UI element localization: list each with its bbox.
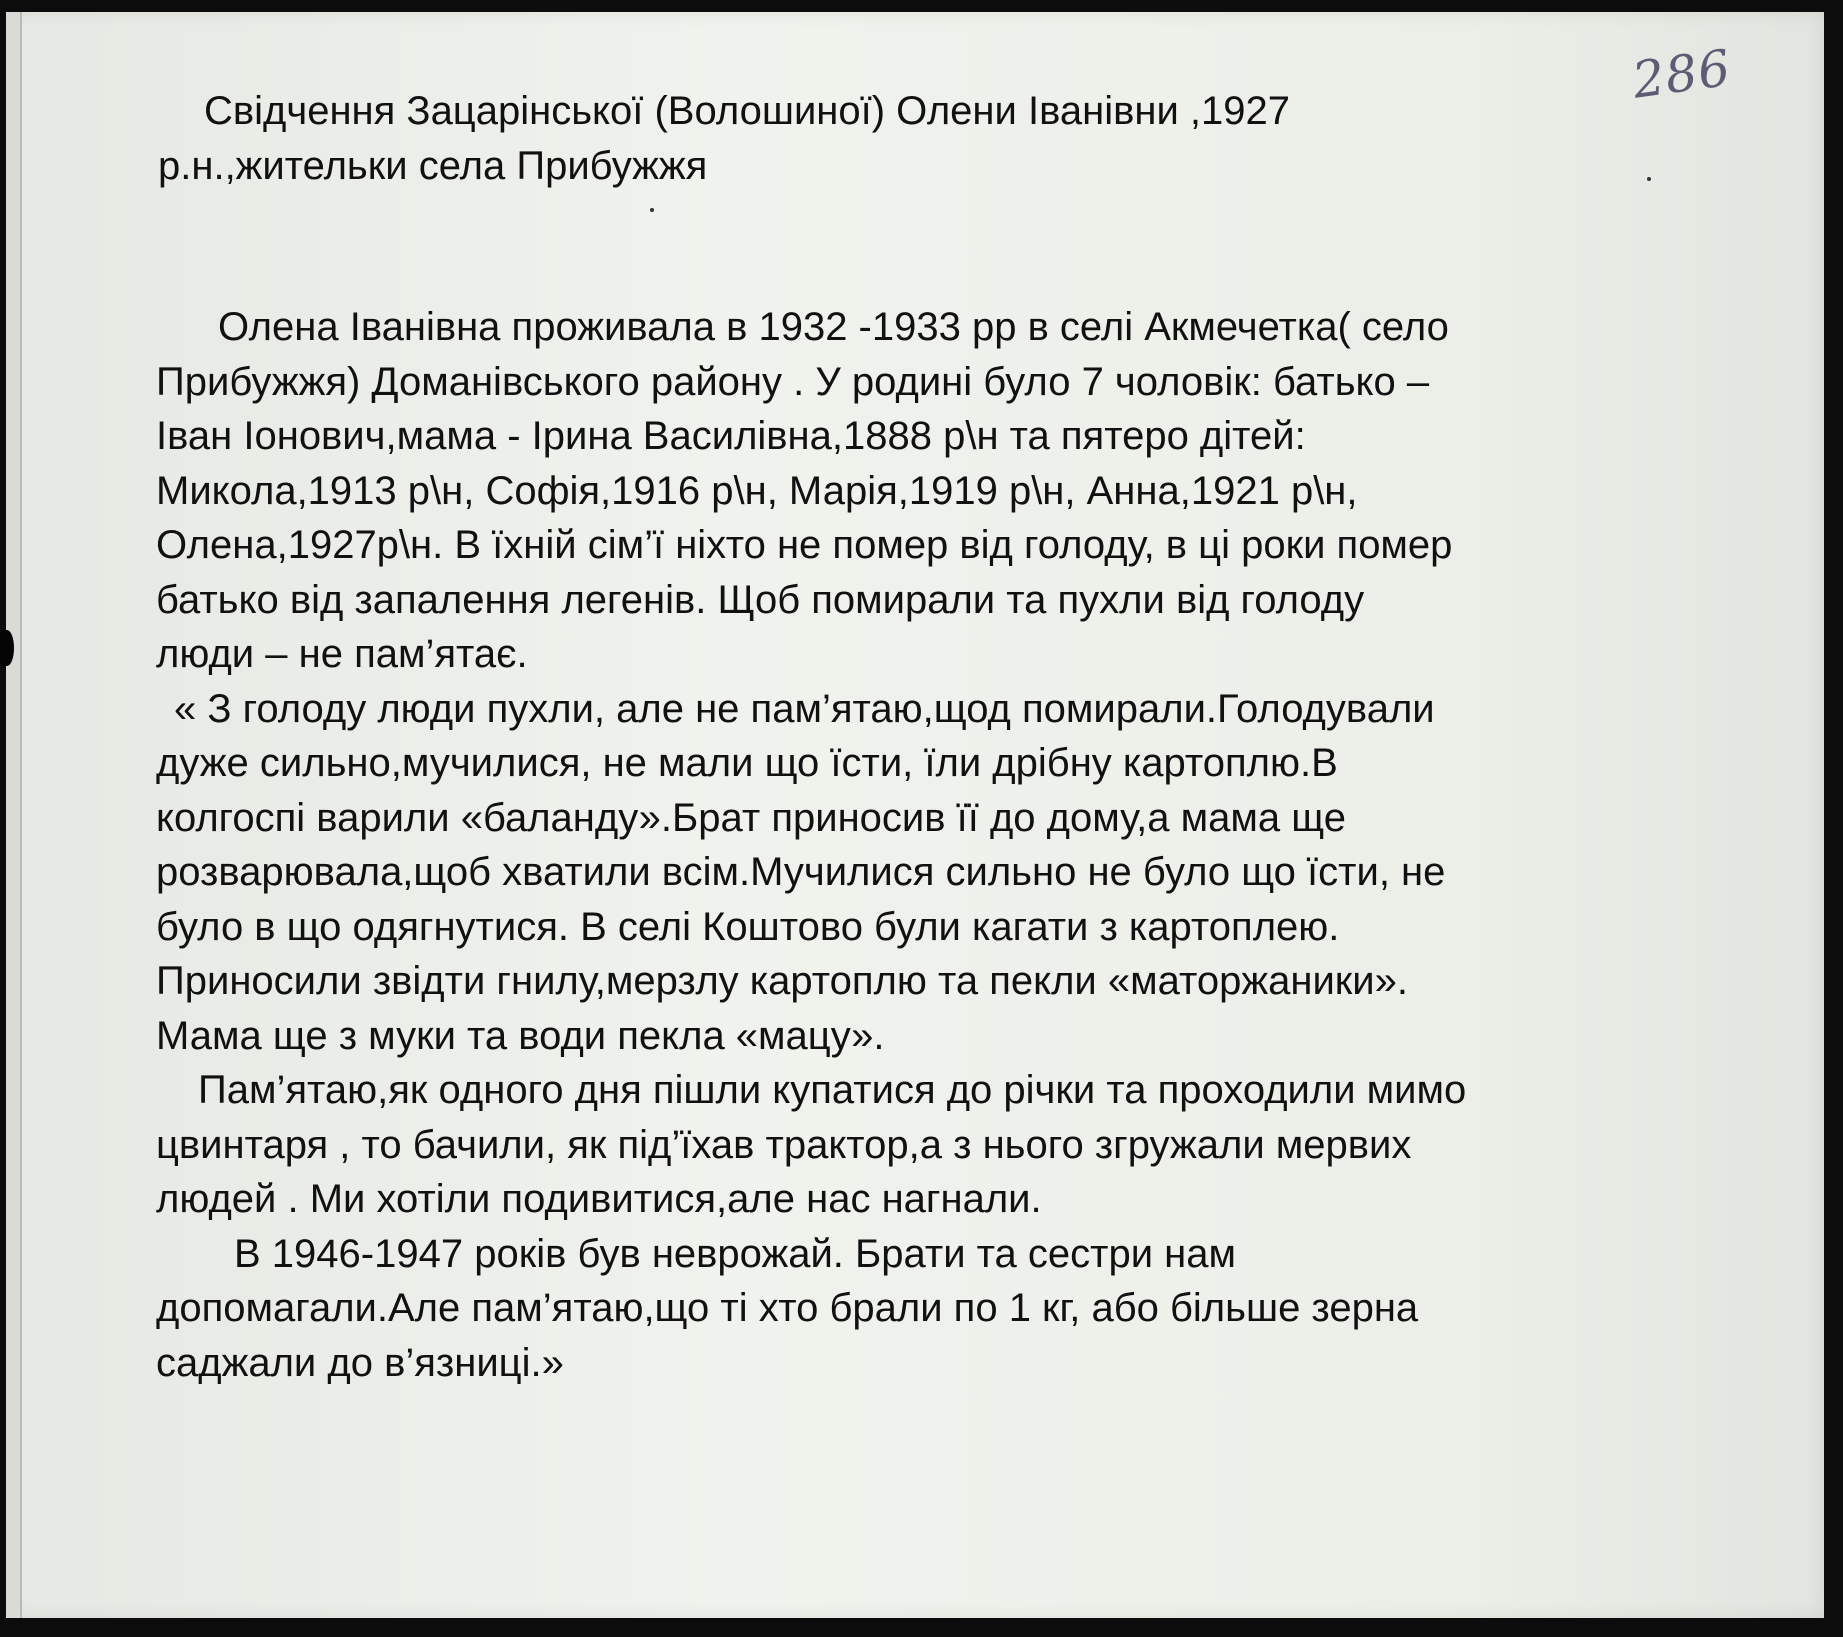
body-line: Микола,1913 р\н, Софія,1916 р\н, Марія,1919 р\н, Анна,1921 р\н, bbox=[156, 468, 1358, 513]
body-line: люди – не пам’ятає. bbox=[156, 632, 528, 676]
body-line: Олена Іванівна проживала в 1932 -1933 рр в селі Акмечетка( село bbox=[218, 305, 1449, 349]
page-edge-strip bbox=[6, 12, 22, 1618]
body-line: Олена,1927р\н. В їхній сім’ї ніхто не помер від голоду, в ці роки помер bbox=[156, 523, 1453, 567]
body-line: Іван Іонович,мама - Ірина Василівна,1888 р\н та пятеро дітей: bbox=[156, 414, 1306, 458]
document-title bbox=[160, 84, 1560, 193]
body-line: людей . Ми хотіли подивитися,але нас нагнали. bbox=[156, 1177, 1042, 1221]
title-line: Свідчення Зацарінської (Волошиної) Олени Іванівни ,1927 bbox=[204, 89, 1290, 133]
title-line: р.н.,жительки села Прибужжя bbox=[158, 143, 708, 188]
body-line: « З голоду люди пухли, але не пам’ятаю,щод помирали.Голодували bbox=[174, 686, 1435, 731]
handwritten-page-number: 286 bbox=[1628, 38, 1735, 110]
body-line: Пам’ятаю,як одного дня пішли купатися до річки та проходили мимо bbox=[198, 1068, 1467, 1112]
binding-hole-mark bbox=[0, 630, 14, 666]
body-line: було в що одягнутися. В селі Коштово були кагати з картоплею. bbox=[156, 904, 1340, 949]
speck-mark bbox=[1647, 177, 1651, 181]
body-line: дуже сильно,мучилися, не мали що їсти, їли дрібну картоплю.В bbox=[156, 741, 1338, 785]
body-line: цвинтаря , то бачили, як під’їхав трактор,а з нього згружали мервих bbox=[156, 1122, 1412, 1167]
body-line: розварювала,щоб хватили всім.Мучилися сильно не було що їсти, не bbox=[156, 850, 1446, 894]
testimony-body bbox=[156, 300, 1696, 1390]
body-line: колгоспі варили «баланду».Брат приносив її до дому,а мама ще bbox=[156, 795, 1346, 840]
speck-mark bbox=[650, 208, 654, 212]
body-line: Мама ще з муки та води пекла «мацу». bbox=[156, 1013, 885, 1058]
body-line: батько від запалення легенів. Щоб помирали та пухли від голоду bbox=[156, 577, 1365, 622]
document-page bbox=[6, 12, 1824, 1618]
body-line: допомагали.Але пам’ятаю,що ті хто брали по 1 кг, або більше зерна bbox=[156, 1286, 1419, 1330]
body-line: саджали до в’язниці.» bbox=[156, 1340, 564, 1385]
body-line: Приносили звідти гнилу,мерзлу картоплю та пекли «маторжаники». bbox=[156, 959, 1408, 1003]
body-line: Прибужжя) Доманівського району . У родині було 7 чоловік: батько – bbox=[156, 359, 1430, 404]
body-line: В 1946-1947 років був неврожай. Брати та сестри нам bbox=[234, 1231, 1237, 1276]
